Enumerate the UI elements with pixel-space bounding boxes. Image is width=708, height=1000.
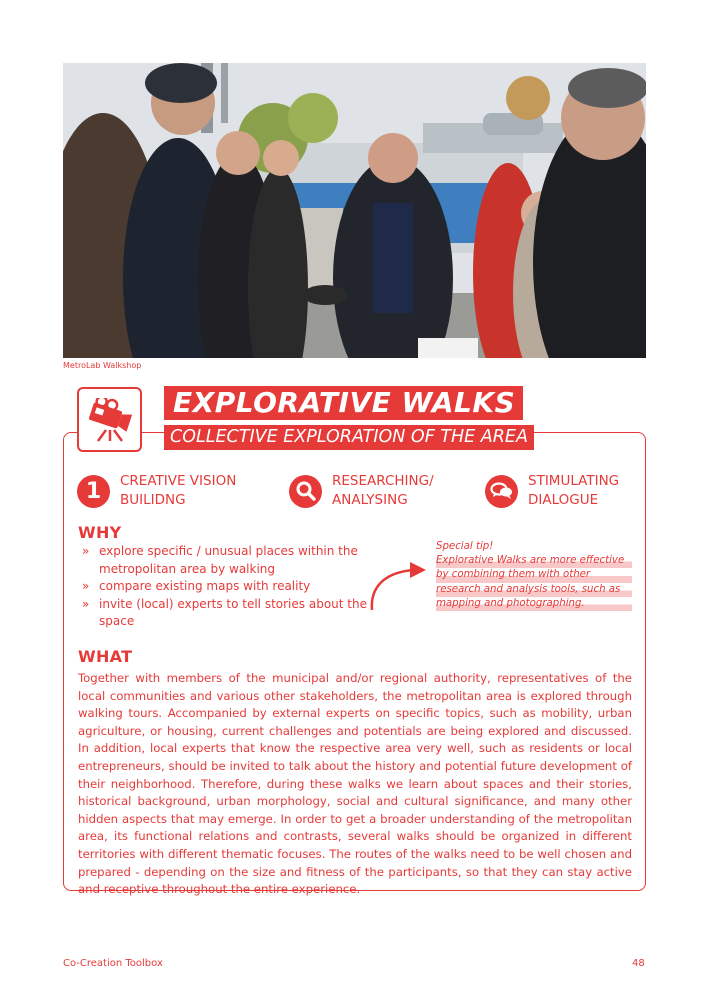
- list-item: [82, 578, 372, 596]
- why-item-line: invite (local) experts to tell stories about the: [99, 596, 367, 611]
- why-item-line: compare existing maps with reality: [99, 579, 311, 594]
- what-heading: WHAT: [78, 647, 133, 666]
- goal-label-line: RESEARCHING/: [332, 473, 434, 489]
- tip-line: mapping and photographing.: [436, 597, 632, 611]
- why-item-line: metropolitan area by walking: [99, 561, 276, 576]
- why-heading: WHY: [78, 523, 122, 542]
- goal-dialogue: [485, 472, 619, 510]
- footer-title: Co-Creation Toolbox: [63, 958, 163, 969]
- list-item: [82, 596, 372, 631]
- tip-line: by combining them with other: [436, 568, 632, 582]
- goal-creative-vision: [77, 472, 236, 510]
- goal-label-line: DIALOGUE: [528, 492, 599, 508]
- goal-label: [120, 472, 236, 510]
- method-subtitle: COLLECTIVE EXPLORATION OF THE AREA: [164, 425, 534, 450]
- goal-label-line: STIMULATING: [528, 473, 620, 489]
- bullet-glyph: »: [82, 579, 90, 594]
- bullet-glyph: »: [82, 544, 90, 558]
- page-number: 48: [632, 958, 645, 969]
- tip-line: research and analysis tools, such as: [436, 583, 632, 597]
- goal-label-line: CREATIVE VISION: [120, 473, 237, 489]
- what-body: Together with members of the municipal and/or regional authority, representatives of the local communities and various other stakeholders, the metropolitan area is explored through walking tours. Accompanied by external experts on specific topics, such as mobility, urban agriculture, or housing, current challenges and potentials are being explored and discussed. In addition, local experts that know the respective area very well, such as residents or local entrepreneurs, should be invited to talk about the history and potential future development of their neighborhood. Therefore, during these walks we learn about spaces and their stories, historical background, urban morphology, social and cultural significance, and many other hidden aspects that may emerge. In order to get a broader understanding of the metropolitan area, its functional relations and contrasts, several walks should be organized in different territories with different thematic focuses. The routes of the walks need to be well chosen and prepared - depending on the size and fitness of the participants, so that they can stay active and receptive throughout the entire experience.: [78, 671, 632, 897]
- number-one-icon: [77, 475, 110, 508]
- goal-researching: [289, 472, 434, 510]
- tip-line: Explorative Walks are more effective: [436, 554, 632, 568]
- search-icon: [289, 475, 322, 508]
- walkshop-photo: [63, 63, 646, 358]
- photo-caption: MetroLab Walkshop: [63, 361, 142, 370]
- tip-title: Special tip!: [436, 541, 494, 552]
- goal-label-line: ANALYSING: [332, 492, 408, 508]
- photo-illustration: [63, 63, 646, 358]
- why-list: [82, 543, 372, 631]
- special-tip: [436, 540, 632, 611]
- bullet-glyph: »: [82, 596, 90, 611]
- goal-label: [332, 472, 434, 510]
- curved-arrow-icon: [366, 556, 430, 612]
- list-item: [82, 543, 372, 578]
- method-title: EXPLORATIVE WALKS: [164, 386, 523, 420]
- goal-number: 1: [85, 478, 102, 504]
- goal-label: [528, 472, 619, 510]
- camera-icon: [84, 398, 136, 442]
- method-icon-box: [77, 387, 142, 452]
- why-item-line: space: [99, 614, 135, 629]
- why-item-line: explore specific / unusual places within the: [99, 544, 358, 558]
- goal-label-line: BUILIDNG: [120, 492, 186, 508]
- speech-bubbles-icon: [485, 475, 518, 508]
